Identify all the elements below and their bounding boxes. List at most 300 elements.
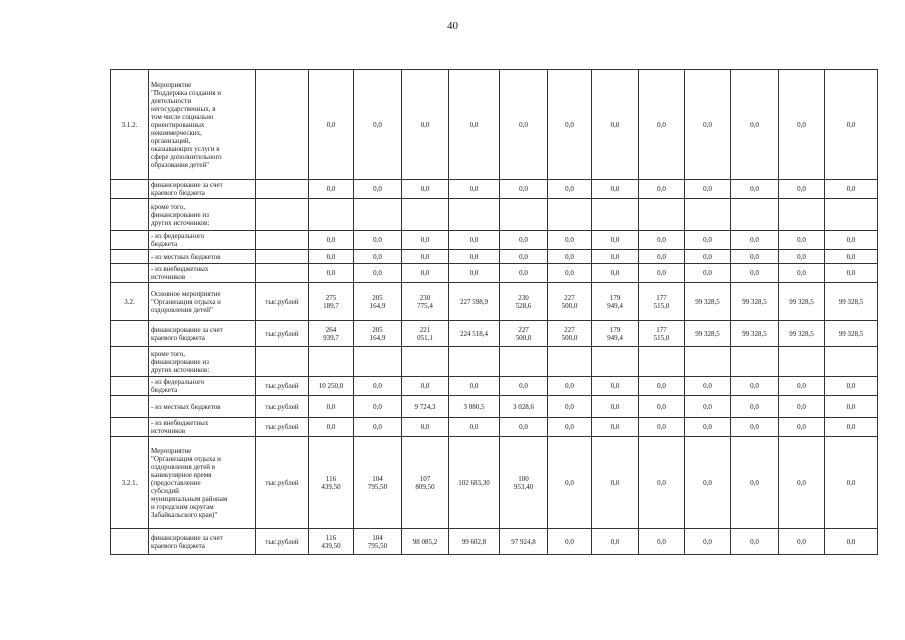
row-code: [111, 264, 149, 283]
value-text: 0,0: [373, 120, 382, 129]
value-text: 0,0: [565, 537, 574, 546]
value-text: 0,0: [657, 252, 666, 261]
value-cell: [354, 250, 402, 264]
value-cell: [354, 437, 402, 529]
value-text: 99 602,8: [461, 537, 487, 546]
row-description: [149, 250, 256, 264]
value-cell: [685, 180, 731, 199]
table-row: [111, 180, 878, 199]
row-description-text: - из внебюджетных источников: [151, 265, 209, 281]
value-text: 0,0: [519, 269, 528, 277]
value-text: 0,0: [657, 382, 666, 390]
value-text: 0,0: [326, 120, 336, 129]
table-row: [111, 396, 878, 418]
value-text: 0,0: [610, 120, 620, 129]
value-text: 0,0: [703, 236, 712, 244]
value-text: 0,0: [519, 185, 528, 193]
value-text: 0,0: [846, 537, 856, 546]
value-text: 99 328,5: [742, 297, 767, 306]
row-description: [149, 437, 256, 529]
value-cell: [309, 321, 354, 347]
value-cell: [779, 70, 825, 180]
value-cell: [592, 250, 639, 264]
value-text: 179 949,4: [607, 325, 623, 342]
value-text: 104 795,50: [367, 474, 388, 491]
row-unit: [256, 199, 309, 231]
value-text: 0,0: [469, 269, 479, 277]
value-cell: [825, 70, 878, 180]
value-text: 0,0: [519, 236, 528, 244]
value-text: 0,0: [657, 402, 666, 411]
value-text: 0,0: [326, 236, 336, 244]
row-code: [111, 529, 149, 555]
value-text: 0,0: [657, 120, 666, 129]
value-text: 0,0: [750, 402, 759, 411]
table-row: [111, 377, 878, 396]
value-cell: [309, 418, 354, 437]
row-unit: тыс.рублей: [256, 283, 309, 321]
value-cell: [779, 529, 825, 555]
value-text: 0,0: [610, 252, 620, 261]
value-cell: [500, 396, 548, 418]
value-cell: [825, 180, 878, 199]
value-text: 99 328,5: [695, 329, 720, 338]
value-text: 0,0: [420, 252, 430, 261]
row-unit: тыс.рублей: [256, 377, 309, 396]
value-text: 0,0: [326, 423, 336, 431]
value-cell: [500, 250, 548, 264]
value-text: 0,0: [797, 478, 806, 487]
value-cell: [354, 283, 402, 321]
value-text: 0,0: [750, 478, 759, 487]
value-cell: [402, 180, 449, 199]
value-cell: [592, 347, 639, 377]
row-description-text: финансирование за счет краевого бюджета: [151, 325, 223, 342]
value-cell: [449, 418, 500, 437]
value-text: 0,0: [469, 185, 479, 193]
row-description-text: финансирование за счет краевого бюджета: [151, 181, 223, 197]
value-text: 99 328,5: [789, 329, 814, 338]
value-cell: [639, 250, 685, 264]
value-cell: [592, 377, 639, 396]
value-text: 0,0: [703, 423, 712, 431]
value-text: 0,0: [750, 120, 759, 129]
value-cell: [309, 437, 354, 529]
value-cell: [449, 347, 500, 377]
value-cell: [500, 264, 548, 283]
value-text: 97 924,8: [511, 537, 536, 546]
value-cell: [354, 321, 402, 347]
row-description: [149, 264, 256, 283]
row-code: [111, 180, 149, 199]
value-cell: [825, 321, 878, 347]
value-text: 0,0: [610, 382, 620, 390]
value-cell: [685, 396, 731, 418]
value-cell: [639, 377, 685, 396]
value-cell: [731, 396, 779, 418]
value-cell: [449, 250, 500, 264]
value-cell: [592, 396, 639, 418]
row-description: [149, 347, 256, 377]
row-description: [149, 180, 256, 199]
value-text: 0,0: [373, 252, 382, 261]
value-text: 0,0: [469, 120, 479, 129]
value-text: 0,0: [750, 185, 759, 193]
value-text: 107 809,50: [415, 474, 435, 491]
row-description-text: - из внебюджетных источников: [151, 419, 209, 435]
value-cell: [548, 231, 592, 250]
value-text: 0,0: [657, 537, 666, 546]
value-text: 0,0: [846, 478, 856, 487]
value-cell: [779, 180, 825, 199]
value-cell: [685, 377, 731, 396]
value-cell: [779, 437, 825, 529]
row-unit: тыс.рублей: [256, 437, 309, 529]
row-description-text: кроме того, финансирование из других источников:: [151, 349, 210, 374]
table-row: [111, 529, 878, 555]
value-cell: [402, 70, 449, 180]
value-cell: [639, 347, 685, 377]
value-cell: [779, 250, 825, 264]
value-cell: [354, 418, 402, 437]
value-text: 0,0: [610, 478, 620, 487]
table-row: [111, 321, 878, 347]
value-cell: [548, 264, 592, 283]
value-cell: [309, 264, 354, 283]
value-text: 116 439,50: [321, 474, 341, 491]
value-cell: [500, 418, 548, 437]
value-text: 0,0: [565, 185, 574, 193]
value-text: 0,0: [420, 382, 430, 390]
value-text: 0,0: [420, 423, 430, 431]
row-code: [111, 199, 149, 231]
value-cell: [592, 321, 639, 347]
value-text: 227 500,0: [561, 293, 578, 310]
value-text: 0,0: [750, 236, 759, 244]
value-cell: [548, 321, 592, 347]
value-cell: [779, 418, 825, 437]
value-cell: [548, 199, 592, 231]
value-cell: [500, 231, 548, 250]
table-row: [111, 70, 878, 180]
value-text: 0,0: [373, 423, 382, 431]
value-text: 0,0: [846, 236, 856, 244]
value-text: 10 250,0: [318, 382, 344, 390]
value-cell: [500, 283, 548, 321]
value-text: 177 515,0: [653, 325, 670, 342]
value-cell: [500, 347, 548, 377]
value-cell: [825, 264, 878, 283]
value-cell: [731, 283, 779, 321]
table-row: [111, 437, 878, 529]
value-cell: [731, 377, 779, 396]
row-description-text: Основное мероприятие "Организация отдыха и оздоровления детей": [151, 289, 221, 314]
row-description-text: - из федерального бюджета: [151, 232, 205, 248]
row-code: 3.2.: [111, 283, 149, 321]
value-cell: [592, 418, 639, 437]
table-row: [111, 231, 878, 250]
value-text: 0,0: [797, 236, 806, 244]
row-code: [111, 377, 149, 396]
value-cell: [402, 231, 449, 250]
row-unit: [256, 264, 309, 283]
value-cell: [354, 231, 402, 250]
value-cell: [548, 396, 592, 418]
value-cell: [309, 231, 354, 250]
value-cell: [500, 529, 548, 555]
value-text: 0,0: [797, 402, 806, 411]
value-cell: [825, 283, 878, 321]
value-cell: [639, 199, 685, 231]
value-cell: [685, 321, 731, 347]
row-unit: тыс.рублей: [256, 418, 309, 437]
row-unit: [256, 250, 309, 264]
row-unit: тыс.рублей: [256, 529, 309, 555]
value-text: 0,0: [703, 382, 712, 390]
value-cell: [685, 70, 731, 180]
value-cell: [685, 231, 731, 250]
value-cell: [449, 264, 500, 283]
value-cell: [592, 264, 639, 283]
value-cell: [639, 396, 685, 418]
value-text: 0,0: [565, 120, 574, 129]
value-cell: [309, 283, 354, 321]
value-text: 0,0: [519, 120, 528, 129]
value-cell: [402, 321, 449, 347]
value-text: 0,0: [610, 236, 620, 244]
value-cell: [825, 396, 878, 418]
value-cell: [354, 264, 402, 283]
value-text: 100 953,40: [513, 474, 534, 491]
value-text: 0,0: [420, 185, 430, 193]
row-description-text: Мероприятие "Организация отдыха и оздоровления детей в каникулярное время (предоставление субсидий муниципальным районам и городским округам Забайкальского края)": [151, 446, 228, 519]
value-text: 205 164,9: [369, 325, 386, 342]
value-cell: [402, 283, 449, 321]
value-cell: [500, 70, 548, 180]
value-cell: [354, 347, 402, 377]
value-text: 0,0: [565, 382, 574, 390]
value-cell: [402, 396, 449, 418]
value-cell: [779, 199, 825, 231]
value-text: 0,0: [610, 269, 620, 277]
value-text: 0,0: [469, 423, 479, 431]
value-text: 0,0: [703, 402, 712, 411]
value-text: 0,0: [373, 236, 382, 244]
value-cell: [548, 250, 592, 264]
value-text: 0,0: [657, 423, 666, 431]
value-text: 224 518,4: [460, 329, 488, 338]
value-cell: [685, 250, 731, 264]
value-cell: [402, 377, 449, 396]
value-cell: [639, 283, 685, 321]
value-cell: [449, 231, 500, 250]
value-cell: [731, 418, 779, 437]
value-text: 0,0: [373, 382, 382, 390]
value-cell: [449, 529, 500, 555]
value-text: 0,0: [846, 185, 856, 193]
value-text: 179 949,4: [607, 293, 623, 310]
value-text: 102 683,30: [458, 478, 490, 487]
row-unit: [256, 180, 309, 199]
value-text: 0,0: [703, 269, 712, 277]
value-text: 99 328,5: [789, 297, 814, 306]
value-text: 0,0: [373, 402, 382, 411]
value-cell: [309, 529, 354, 555]
value-text: 0,0: [750, 423, 759, 431]
value-cell: [449, 321, 500, 347]
value-cell: [639, 418, 685, 437]
value-cell: [731, 529, 779, 555]
value-cell: [685, 437, 731, 529]
table-row: [111, 283, 878, 321]
value-cell: [548, 347, 592, 377]
row-description: [149, 396, 256, 418]
value-cell: [402, 529, 449, 555]
row-description: [149, 321, 256, 347]
value-text: 227 500,0: [515, 325, 532, 342]
value-cell: [592, 231, 639, 250]
value-text: 0,0: [846, 382, 856, 390]
value-cell: [779, 321, 825, 347]
value-cell: [354, 529, 402, 555]
value-text: 0,0: [519, 382, 528, 390]
value-cell: [449, 283, 500, 321]
value-text: 0,0: [326, 269, 336, 277]
table-row: [111, 250, 878, 264]
value-cell: [639, 321, 685, 347]
row-description: [149, 418, 256, 437]
value-cell: [685, 529, 731, 555]
value-cell: [500, 180, 548, 199]
value-text: 0,0: [519, 423, 528, 431]
value-cell: [731, 70, 779, 180]
row-description: [149, 377, 256, 396]
value-cell: [592, 199, 639, 231]
value-cell: [402, 437, 449, 529]
value-text: 0,0: [750, 537, 759, 546]
value-text: 0,0: [610, 537, 620, 546]
value-cell: [309, 180, 354, 199]
value-text: 230 528,6: [515, 293, 532, 310]
value-cell: [548, 377, 592, 396]
value-text: 0,0: [657, 478, 666, 487]
value-cell: [449, 377, 500, 396]
value-text: 0,0: [373, 185, 382, 193]
value-text: 9 724,3: [414, 402, 436, 411]
row-code: 3.1.2.: [111, 70, 149, 180]
value-text: 116 439,50: [321, 533, 341, 550]
value-cell: [548, 529, 592, 555]
value-text: 0,0: [565, 478, 574, 487]
row-code: [111, 250, 149, 264]
value-cell: [354, 199, 402, 231]
value-cell: [592, 180, 639, 199]
value-cell: [731, 437, 779, 529]
value-text: 0,0: [373, 269, 382, 277]
row-unit: [256, 347, 309, 377]
value-cell: [592, 437, 639, 529]
value-text: 0,0: [420, 269, 430, 277]
value-cell: [449, 199, 500, 231]
value-cell: [309, 70, 354, 180]
table-row: [111, 347, 878, 377]
value-cell: [825, 231, 878, 250]
value-cell: [731, 264, 779, 283]
row-code: [111, 231, 149, 250]
value-text: 0,0: [610, 402, 620, 411]
value-text: 0,0: [846, 402, 856, 411]
value-cell: [309, 347, 354, 377]
value-text: 0,0: [469, 236, 479, 244]
value-text: 230 775,4: [417, 293, 433, 310]
row-unit: [256, 231, 309, 250]
value-cell: [731, 250, 779, 264]
value-cell: [825, 347, 878, 377]
table-row: [111, 418, 878, 437]
row-unit: [256, 70, 309, 180]
value-cell: [500, 437, 548, 529]
value-cell: [825, 199, 878, 231]
value-cell: [354, 377, 402, 396]
value-text: 0,0: [703, 120, 712, 129]
value-cell: [639, 70, 685, 180]
value-text: 0,0: [797, 252, 806, 261]
value-cell: [685, 199, 731, 231]
value-text: 0,0: [565, 269, 574, 277]
page-number: 40: [447, 20, 458, 32]
value-cell: [592, 283, 639, 321]
value-text: 0,0: [797, 423, 806, 431]
value-cell: [354, 180, 402, 199]
value-cell: [548, 437, 592, 529]
row-description: [149, 199, 256, 231]
value-cell: [402, 199, 449, 231]
row-code: [111, 347, 149, 377]
value-cell: [779, 396, 825, 418]
value-text: 0,0: [750, 252, 759, 261]
row-code: [111, 418, 149, 437]
value-cell: [548, 70, 592, 180]
value-text: 99 328,5: [838, 297, 864, 306]
value-cell: [685, 347, 731, 377]
value-text: 99 328,5: [695, 297, 720, 306]
value-text: 0,0: [420, 120, 430, 129]
value-text: 98 085,2: [412, 537, 438, 546]
value-text: 0,0: [565, 252, 574, 261]
value-text: 177 515,0: [653, 293, 670, 310]
value-text: 99 328,5: [838, 329, 864, 338]
row-description: [149, 231, 256, 250]
value-text: 0,0: [703, 252, 712, 261]
row-description: [149, 70, 256, 180]
value-text: 0,0: [797, 120, 806, 129]
row-description-text: - из федерального бюджета: [151, 378, 205, 394]
value-cell: [309, 377, 354, 396]
value-text: 205 164,9: [369, 293, 386, 310]
table-row: [111, 264, 878, 283]
value-text: 0,0: [657, 269, 666, 277]
value-cell: [500, 321, 548, 347]
value-text: 0,0: [846, 269, 856, 277]
row-description: [149, 283, 256, 321]
value-text: 0,0: [420, 236, 430, 244]
value-cell: [639, 231, 685, 250]
value-cell: [402, 347, 449, 377]
value-cell: [825, 437, 878, 529]
table-row: [111, 199, 878, 231]
value-cell: [309, 250, 354, 264]
value-cell: [685, 264, 731, 283]
